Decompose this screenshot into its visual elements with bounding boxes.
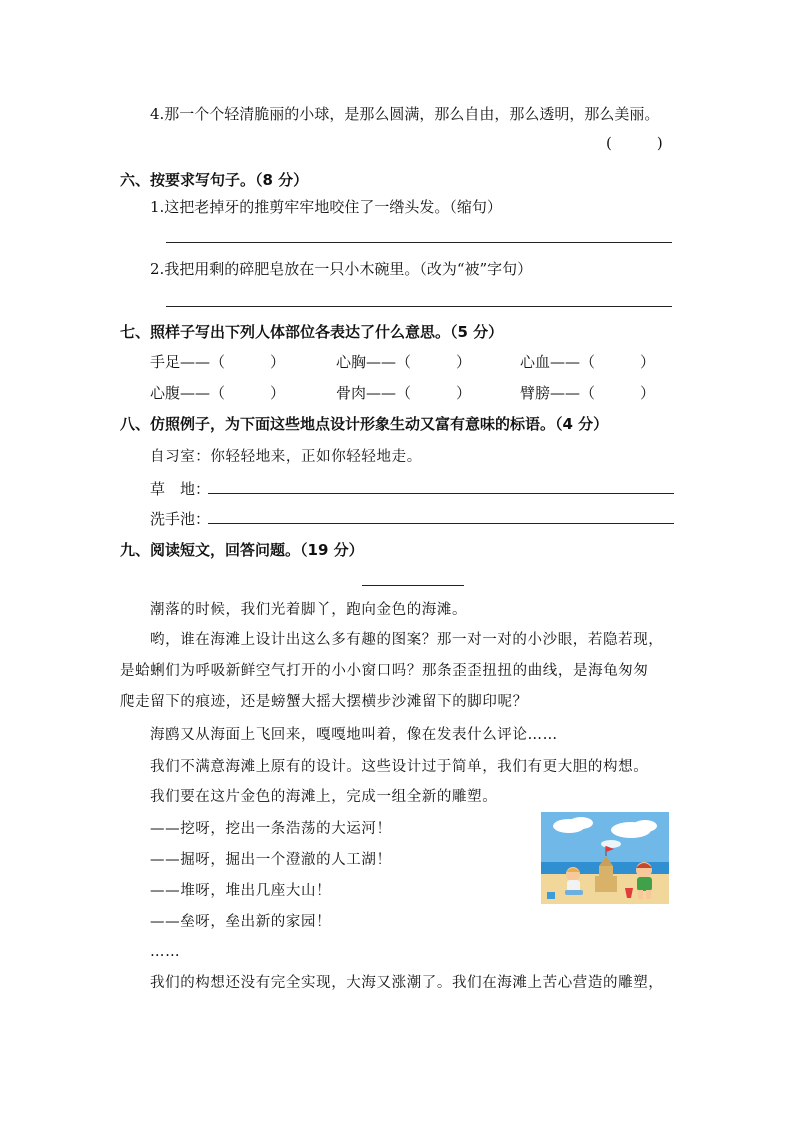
section-6-heading: 六、按要求写句子。（8 分） (120, 171, 309, 189)
answer-line[interactable] (166, 306, 672, 307)
passage-paragraph: 我们要在这片金色的海滩上，完成一组全新的雕塑。 (150, 789, 498, 805)
body-part-item[interactable]: 手足——（ ） (150, 353, 286, 371)
illustration-svg (541, 812, 669, 904)
section-6-question-1: 1.这把老掉牙的推剪牢牢地咬住了一绺头发。（缩句） (150, 198, 502, 216)
section-6-question-2: 2.我把用剩的碎肥皂放在一只小木碗里。（改为“被”字句） (150, 260, 533, 278)
body-part-item[interactable]: 心腹——（ ） (150, 384, 286, 402)
passage-ellipsis: …… (150, 944, 181, 960)
beach-sandcastle-illustration (541, 812, 669, 904)
body-part-item[interactable]: 臂膀——（ ） (520, 384, 656, 402)
passage-paragraph: 潮落的时候，我们光着脚丫，跑向金色的海滩。 (150, 602, 468, 618)
passage-paragraph: 我们的构想还没有完全实现，大海又涨潮了。我们在海滩上苦心营造的雕塑， (150, 975, 664, 991)
answer-bracket[interactable]: ( ) (606, 134, 663, 152)
body-part-item[interactable]: 心血——（ ） (520, 353, 656, 371)
body-part-item[interactable]: 心胸——（ ） (336, 353, 472, 371)
passage-paragraph: 我们不满意海滩上原有的设计。这些设计过于简单，我们有更大胆的构想。 (150, 759, 649, 775)
answer-line[interactable] (166, 242, 672, 243)
passage-paragraph: 是蛤蜊们为呼吸新鲜空气打开的小小窗口吗？那条歪歪扭扭的曲线，是海龟匆匆 (120, 663, 649, 679)
section-9-heading: 九、阅读短文，回答问题。（19 分） (120, 541, 364, 559)
passage-paragraph: 哟，谁在海滩上设计出这么多有趣的图案？那一对一对的小沙眼，若隐若现， (150, 632, 664, 648)
title-blank-line[interactable] (362, 585, 464, 586)
body-part-item[interactable]: 骨肉——（ ） (336, 384, 472, 402)
passage-paragraph: ——堆呀，堆出几座大山！ (150, 883, 332, 899)
slogan-answer-line[interactable] (208, 493, 674, 494)
passage-paragraph: ——掘呀，掘出一个澄澈的人工湖！ (150, 852, 392, 868)
place-label-sink: 洗手池： (150, 510, 211, 528)
slogan-example: 自习室：你轻轻地来，正如你轻轻地走。 (150, 449, 422, 465)
passage-paragraph: 爬走留下的痕迹，还是螃蟹大摇大摆横步沙滩留下的脚印呢？ (120, 694, 528, 710)
slogan-answer-line[interactable] (208, 523, 674, 524)
section-7-heading: 七、照样子写出下列人体部位各表达了什么意思。（5 分） (120, 323, 504, 341)
passage-paragraph: 海鸥又从海面上飞回来，嘎嘎地叫着，像在发表什么评论…… (150, 727, 558, 743)
question-5-item-4: 4.那一个个轻清脆丽的小球，是那么圆满，那么自由，那么透明，那么美丽。 (150, 105, 660, 123)
place-label-grass: 草 地： (150, 480, 211, 498)
passage-paragraph: ——垒呀，垒出新的家园！ (150, 914, 332, 930)
passage-paragraph: ——挖呀，挖出一条浩荡的大运河！ (150, 821, 392, 837)
section-8-heading: 八、仿照例子，为下面这些地点设计形象生动又富有意味的标语。（4 分） (120, 415, 609, 433)
